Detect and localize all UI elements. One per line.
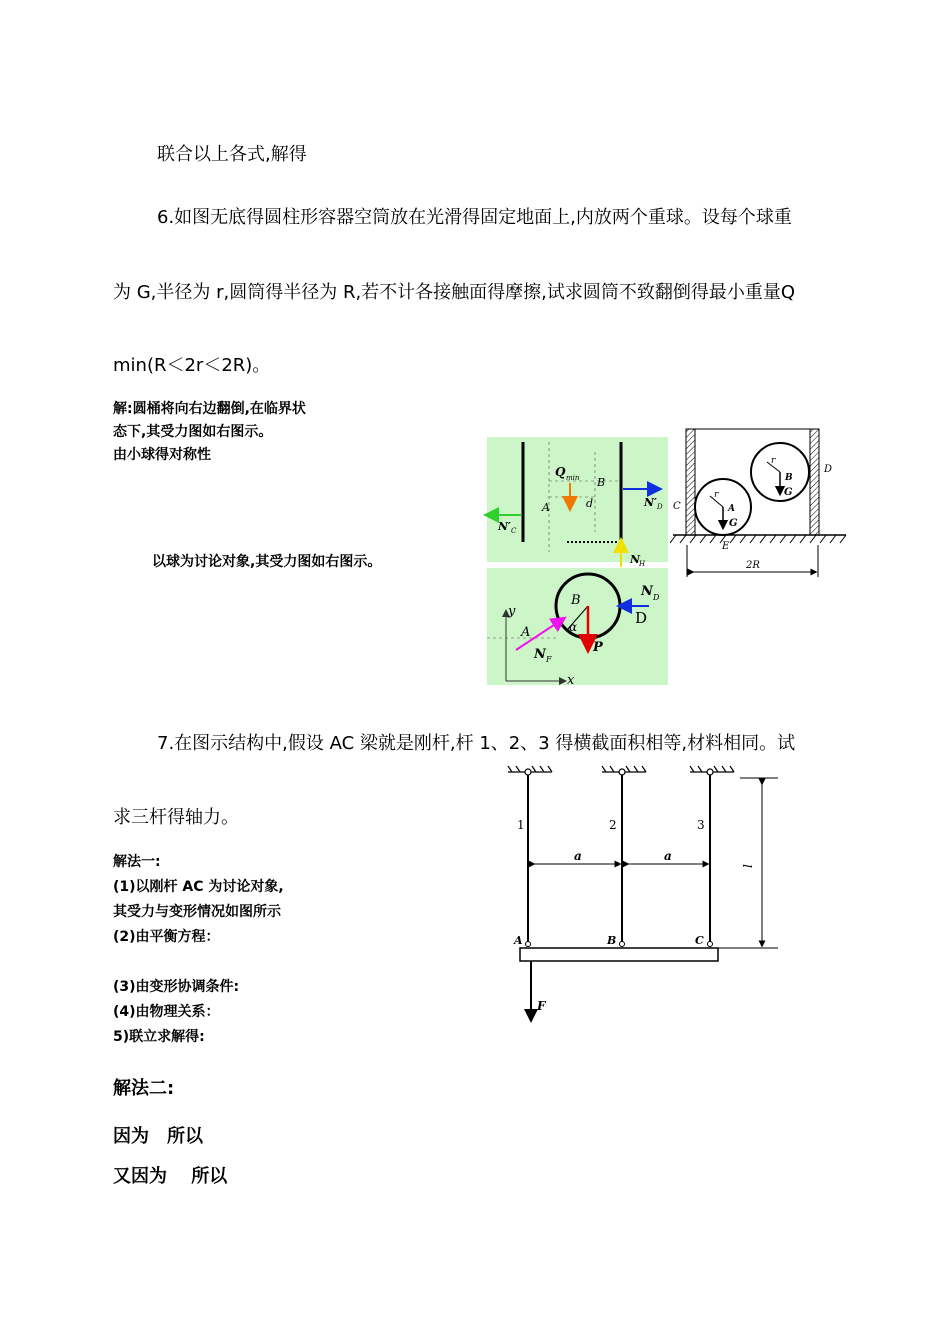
container-figure: [670, 425, 850, 585]
label-e: E: [722, 541, 730, 552]
label-a-dim-1: a: [574, 849, 582, 863]
label-point-a: A: [514, 934, 523, 947]
container-left-wall: [686, 429, 695, 535]
label-p: P: [593, 640, 603, 655]
label-x: x: [567, 673, 575, 688]
label-nd-sub: D: [657, 503, 663, 511]
label-a: A: [542, 501, 550, 514]
solution6-text-b: 态下,其受力图如右图示。: [113, 424, 273, 440]
label-g-a: G: [729, 518, 738, 529]
label-point-c: C: [695, 934, 704, 947]
label-nd-ball-sub: D: [653, 593, 660, 602]
solution6-text-a: 解:圆桶将向右边翻倒,在临界状: [113, 401, 306, 417]
label-a-dim-2: a: [664, 849, 672, 863]
label-d: D: [824, 464, 833, 475]
label-b: B: [785, 473, 793, 483]
label-bar-3: 3: [697, 818, 705, 832]
label-g-b: G: [784, 487, 793, 498]
label-d-ball: D: [635, 609, 648, 627]
green-background-top: [487, 437, 668, 562]
label-q: Q: [555, 465, 566, 479]
label-nc: N′: [498, 520, 511, 533]
problem6-line2: 为 G,半径为 r,圆筒得半径为 R,若不计各接触面得摩擦,试求圆筒不致翻倒得最小重量Q: [113, 282, 796, 303]
problem7-line1: 7.在图示结构中,假设 AC 梁就是刚杆,杆 1、2、3 得横截面积相等,材料相同。试: [157, 733, 796, 754]
method1-step3: (3)由变形协调条件:: [113, 979, 240, 995]
label-point-b: B: [607, 934, 617, 947]
method2-title: 解法二:: [113, 1078, 175, 1099]
container-right-wall: [810, 429, 819, 535]
method2-line2: 又因为 所以: [113, 1166, 228, 1187]
pin-c: [708, 942, 713, 947]
method1-step4: (4)由物理关系：: [113, 1004, 220, 1020]
support-1: [508, 766, 552, 775]
text-line-solve: 联合以上各式,解得: [157, 144, 307, 165]
label-alpha: α: [569, 620, 578, 634]
label-bar-2: 2: [609, 818, 617, 832]
label-bar-1: 1: [517, 818, 525, 832]
label-nh-sub: H: [639, 560, 646, 568]
support-2: [602, 766, 646, 775]
solution6-text-d: 以球为讨论对象,其受力图如右图示。: [152, 554, 382, 570]
method1-step1b: 其受力与变形情况如图所示: [113, 904, 281, 920]
problem6-line3: min(R＜2r＜2R)。: [113, 355, 271, 376]
label-d-distance: d: [586, 497, 594, 510]
label-nd: N′: [644, 496, 657, 509]
label-nf: N: [534, 647, 546, 662]
pin-a: [526, 942, 531, 947]
problem7-line2: 求三杆得轴力。: [113, 807, 239, 828]
label-nd-ball: N: [641, 584, 653, 599]
label-2r: 2R: [746, 560, 760, 571]
label-nh: N: [630, 553, 641, 566]
truss-figure: [500, 762, 790, 1022]
label-l: l: [741, 864, 755, 868]
method1-title: 解法一:: [113, 854, 161, 870]
solution6-text-c: 由小球得对称性: [113, 447, 211, 463]
label-b-ball: B: [571, 593, 581, 608]
problem6-line1: 6.如图无底得圆柱形容器空筒放在光滑得固定地面上,内放两个重球。设每个球重: [157, 207, 792, 228]
ground-hatch: [670, 535, 846, 543]
method1-step2: (2)由平衡方程：: [113, 929, 220, 945]
pin-b: [620, 942, 625, 947]
cylinder-fbd-figure: [487, 437, 668, 688]
label-y: y: [508, 604, 516, 619]
label-r-a: r: [714, 490, 719, 500]
label-f: F: [537, 999, 546, 1013]
label-r-b: r: [771, 456, 776, 466]
label-b: B: [597, 476, 606, 489]
method1-step5: 5)联立求解得:: [113, 1029, 205, 1045]
label-a: A: [728, 504, 735, 514]
rigid-beam-ac: [520, 948, 718, 961]
label-a-ball: A: [521, 625, 531, 640]
label-nf-sub: F: [546, 655, 552, 664]
method2-line1: 因为 所以: [113, 1126, 203, 1147]
label-nc-sub: C: [511, 527, 517, 535]
label-c: C: [673, 501, 681, 512]
support-3: [690, 766, 734, 775]
method1-step1a: (1)以刚杆 AC 为讨论对象,: [113, 879, 284, 895]
label-q-sub: min: [566, 474, 580, 482]
